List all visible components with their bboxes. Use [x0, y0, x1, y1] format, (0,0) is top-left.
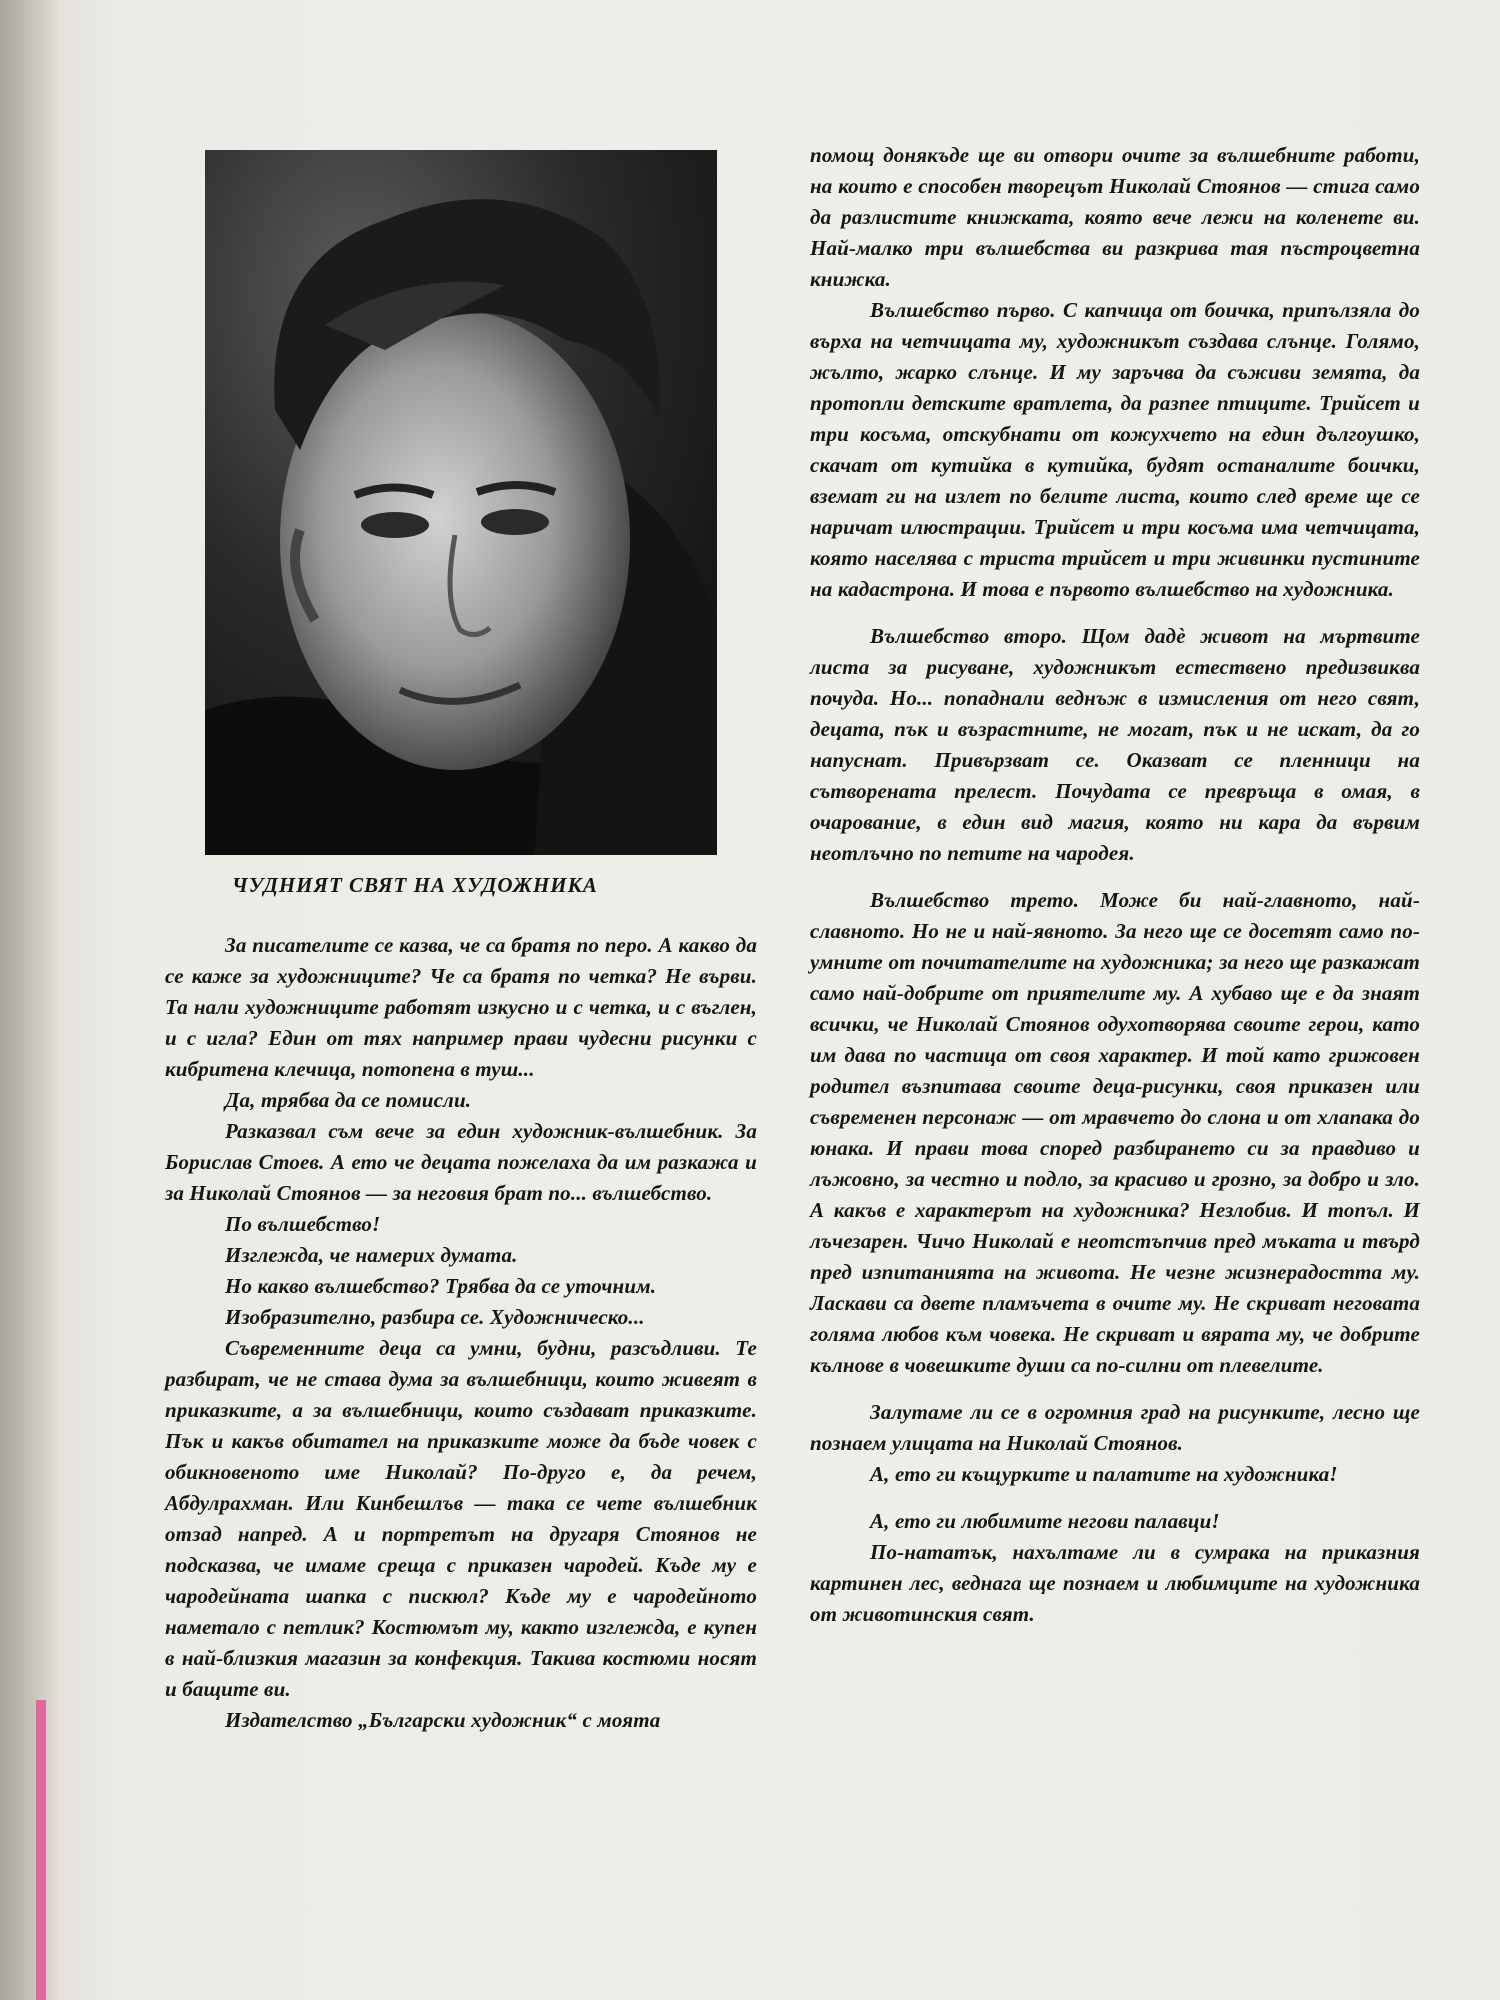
paragraph: Издателство „Български художник“ с моята [225, 1708, 661, 1732]
paragraph: Но какво вълшебство? Трябва да се уточним. [225, 1274, 657, 1298]
paragraph: Изобразително, разбира се. Художническо... [225, 1305, 645, 1329]
page-spine-shadow [0, 0, 60, 2000]
article-title: ЧУДНИЯТ СВЯТ НА ХУДОЖНИКА [232, 873, 598, 897]
paragraph: По вълшебство! [225, 1212, 381, 1236]
paragraph: помощ донякъде ще ви отвори очите за вълшебните работи, на които е способен творецът Николай Стоянов — стига само да разлистите книжката, която вече лежи на коленете ви. Най-малко три вълшебства ви разкрива тая пъстроцветна книжка. [810, 143, 1420, 291]
paragraph: Да, трябва да се помисли. [225, 1088, 472, 1112]
cover-edge [36, 1700, 46, 2000]
portrait-image [205, 150, 717, 855]
paragraph: По-нататък, нахълтаме ли в сумрака на приказния картинен лес, веднага ще познаем и любимците на художника от животинския свят. [810, 1540, 1420, 1626]
paragraph: Вълшебство второ. Щом дадѐ живот на мъртвите листа за рисуване, художникът естествено предизвиква почуда. Но... попаднали веднъж в измисления от него свят, децата, пък и възрастните, не могат, пък и не искат, да го напуснат. Привързват се. Оказват се пленници на сътворената прелест. Почудата се превръща в омая, в очарование, в един вид магия, която ни кара да вървим неотлъчно по петите на чародея. [810, 624, 1420, 865]
paragraph: А, ето ги къщурките и палатите на художника! [870, 1462, 1338, 1486]
author-portrait-photo [205, 150, 717, 855]
paragraph: Залутаме ли се в огромния град на рисунките, лесно ще познаем улицата на Николай Стоянов. [810, 1400, 1420, 1455]
right-text-column [810, 140, 1420, 1630]
paragraph: За писателите се казва, че са братя по перо. А какво да се каже за художниците? Че са братя по четка? Не върви. Та нали художниците работят изкусно и с четка, и с въглен, и с игла? Един от тях например прави чудесни рисунки с кибритена клечица, потопена в туш... [165, 933, 757, 1081]
paragraph: Разказвал съм вече за един художник-вълшебник. За Борислав Стоев. А ето че децата пожелаха да им разкажа и за Николай Стоянов — за неговия брат по... вълшебство. [165, 1119, 757, 1205]
paragraph: А, ето ги любимите негови палавци! [870, 1509, 1220, 1533]
left-text-column [165, 930, 757, 1736]
paragraph: Изглежда, че намерих думата. [225, 1243, 518, 1267]
paragraph: Вълшебство трето. Може би най-главното, най-славното. Но не и най-явното. За него ще се досетят само по-умните от почитателите на художника; за него ще разкажат само най-добрите от приятелите му. А хубаво ще е да знаят всички, че Николай Стоянов одухотворява своите герои, като им дава по частица от своя характер. И той като грижовен родител възпитава своите деца-рисунки, своя приказен или съвременен персонаж — от мравчето до слона и от хлапака до юнака. И прави това според разбирането си за правдиво и лъжовно, за честно и подло, за красиво и грозно, за добро и зло. А какъв е характерът на художника? Незлобив. И топъл. И лъчезарен. Чичо Николай е неотстъпчив пред мъката и твърд пред изпитанията на живота. Не чезне жизнерадостта му. Ласкави са двете пламъчета в очите му. Не скриват неговата голяма любов към човека. Не скриват и вярата му, че добрите кълнове в човешките души са по-силни от плевелите. [810, 888, 1420, 1377]
paragraph: Вълшебство първо. С капчица от боичка, припълзяла до върха на четчицата му, художникът създава слънце. Голямо, жълто, жарко слънце. И му заръчва да съживи земята, да протопли детските вратлета, да разпее птиците. Трийсет и три косъма, отскубнати от кожухчето на един дългоушко, скачат от кутийка в кутийка, будят останалите боички, вземат ги на излет по белите листа, които след време ще се наричат илюстрации. Трийсет и три косъма има четчицата, която населява с триста трийсет и три живинки пустините на кадастрона. И това е първото вълшебство на художника. [810, 298, 1420, 601]
paragraph: Съвременните деца са умни, будни, разсъдливи. Те разбират, че не става дума за вълшебници, които живеят в приказките, а за вълшебници, които създават приказките. Пък и какъв обитател на приказките може да бъде човек с обикновеното име Николай? По-друго е, да речем, Абдулрахман. Или Кинбешлъв — така се чете вълшебник отзад напред. А и портретът на другаря Стоянов не подсказва, че имаме среща с приказен чародей. Къде му е чародейната шапка с пискюл? Къде му е чародейното наметало с петлик? Костюмът му, както изглежда, е купен в най-близкия магазин за конфекция. Такива костюми носят и бащите ви. [165, 1336, 757, 1701]
